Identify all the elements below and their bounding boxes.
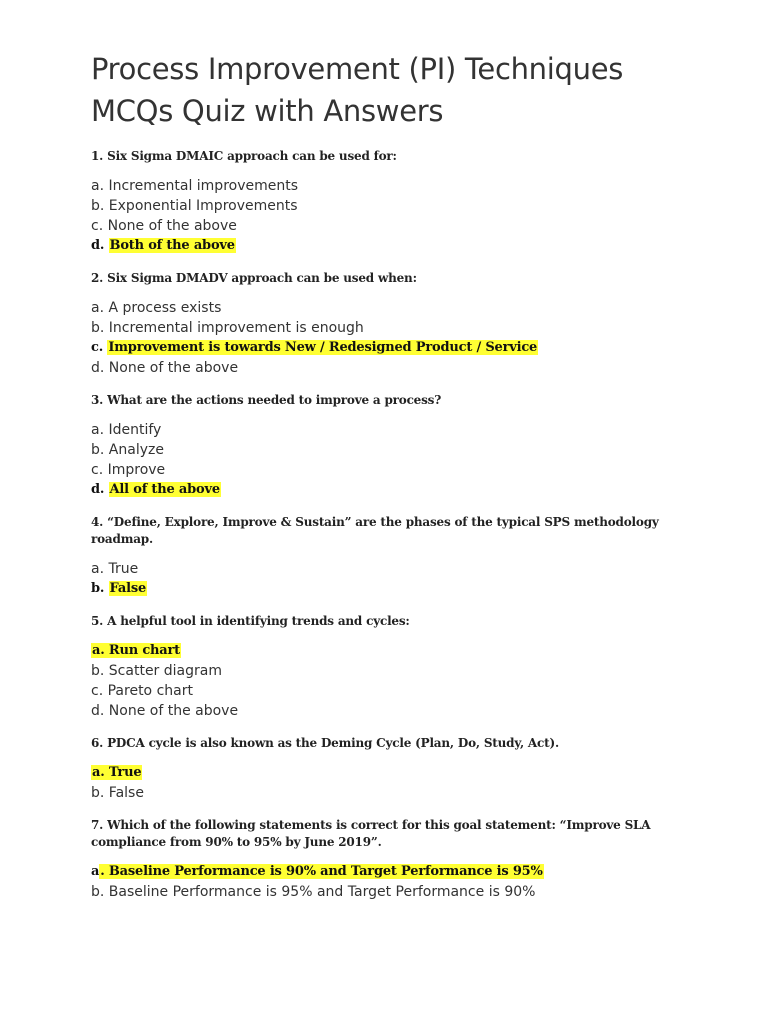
question-text: 2. Six Sigma DMADV approach can be used when: (91, 271, 417, 285)
answer-options (91, 641, 711, 721)
answer-option (91, 701, 711, 721)
option-text: Analyze (108, 442, 164, 458)
option-letter: a. (92, 643, 109, 658)
option-text: True (108, 765, 142, 780)
option-letter: b. (91, 442, 109, 458)
answer-option (91, 882, 711, 902)
question-text: 6. PDCA cycle is also known as the Deming Cycle (Plan, Do, Study, Act). (91, 736, 559, 750)
correct-answer-option (91, 338, 711, 358)
answer-option (91, 196, 711, 216)
option-letter: a. (91, 561, 109, 577)
option-letter: d. (91, 482, 109, 497)
answer-option (91, 176, 711, 196)
answer-option (91, 681, 711, 701)
option-text: Pareto chart (107, 683, 193, 699)
option-letter: b. (91, 785, 109, 801)
page-title: Process Improvement (PI) Techniques MCQs Quiz with Answers (91, 52, 624, 128)
question-block (91, 613, 711, 721)
answer-options (91, 559, 711, 599)
answer-options (91, 862, 711, 902)
option-text: A process exists (108, 300, 222, 316)
question-text: 4. “Define, Explore, Improve & Sustain” are the phases of the typical SPS methodology roadmap. (91, 515, 659, 546)
option-text: Run chart (108, 643, 180, 658)
correct-answer-option (91, 480, 711, 500)
question-text: 7. Which of the following statements is correct for this goal statement: “Improve SLA compliance from 90% to 95% by June 2019”. (91, 818, 651, 849)
answer-option (91, 358, 711, 378)
option-text: Improvement is towards New / Redesigned Product / Service (108, 340, 538, 355)
question-text: 3. What are the actions needed to improve a process? (91, 393, 442, 407)
question-block (91, 392, 711, 500)
option-letter: a (91, 864, 100, 879)
option-text: None of the above (108, 360, 239, 376)
option-letter: c. (91, 218, 108, 234)
answer-options (91, 420, 711, 500)
answer-option (91, 318, 711, 338)
option-letter: c. (91, 340, 108, 355)
question-block (91, 735, 711, 803)
answer-option (91, 440, 711, 460)
option-text: None of the above (108, 703, 239, 719)
option-text: False (109, 581, 147, 596)
option-letter: b. (91, 884, 109, 900)
option-letter: b. (91, 320, 109, 336)
correct-answer-option (91, 862, 711, 882)
question-block (91, 270, 711, 378)
answer-options (91, 298, 711, 378)
option-letter: b. (91, 663, 109, 679)
option-letter: a. (91, 422, 109, 438)
correct-answer-option (91, 763, 711, 783)
option-text: Scatter diagram (108, 663, 222, 679)
answer-option (91, 783, 711, 803)
question-list (91, 148, 711, 902)
option-text: Exponential Improvements (108, 198, 298, 214)
question-block (91, 514, 711, 599)
answer-option (91, 559, 711, 579)
option-text: True (108, 561, 139, 577)
option-text: Baseline Performance is 95% and Target Performance is 90% (108, 884, 536, 900)
question-block (91, 817, 711, 902)
answer-option (91, 661, 711, 681)
option-text: All of the above (109, 482, 220, 497)
option-letter: c. (91, 462, 108, 478)
option-text: . Baseline Performance is 90% and Target Performance is 95% (100, 864, 543, 879)
option-letter: d. (91, 238, 109, 253)
option-letter: d. (91, 360, 109, 376)
option-letter: a. (91, 300, 109, 316)
answer-option (91, 216, 711, 236)
option-text: Incremental improvements (108, 178, 299, 194)
option-text: Improve (107, 462, 166, 478)
option-letter: b. (91, 581, 109, 596)
answer-option (91, 420, 711, 440)
option-letter: a. (92, 765, 109, 780)
correct-answer-option (91, 641, 711, 661)
option-text: Identify (108, 422, 162, 438)
answer-option (91, 460, 711, 480)
option-text: Both of the above (109, 238, 235, 253)
option-text: None of the above (107, 218, 237, 234)
answer-options (91, 763, 711, 803)
question-text: 5. A helpful tool in identifying trends and cycles: (91, 614, 410, 628)
question-text: 1. Six Sigma DMAIC approach can be used for: (91, 149, 397, 163)
option-letter: b. (91, 198, 109, 214)
option-letter: a. (91, 178, 109, 194)
option-text: False (108, 785, 144, 801)
option-text: Incremental improvement is enough (108, 320, 364, 336)
option-letter: c. (91, 683, 108, 699)
correct-answer-option (91, 236, 711, 256)
document-page (91, 48, 711, 916)
question-block (91, 148, 711, 256)
correct-answer-option (91, 579, 711, 599)
option-letter: d. (91, 703, 109, 719)
answer-options (91, 176, 711, 256)
answer-option (91, 298, 711, 318)
